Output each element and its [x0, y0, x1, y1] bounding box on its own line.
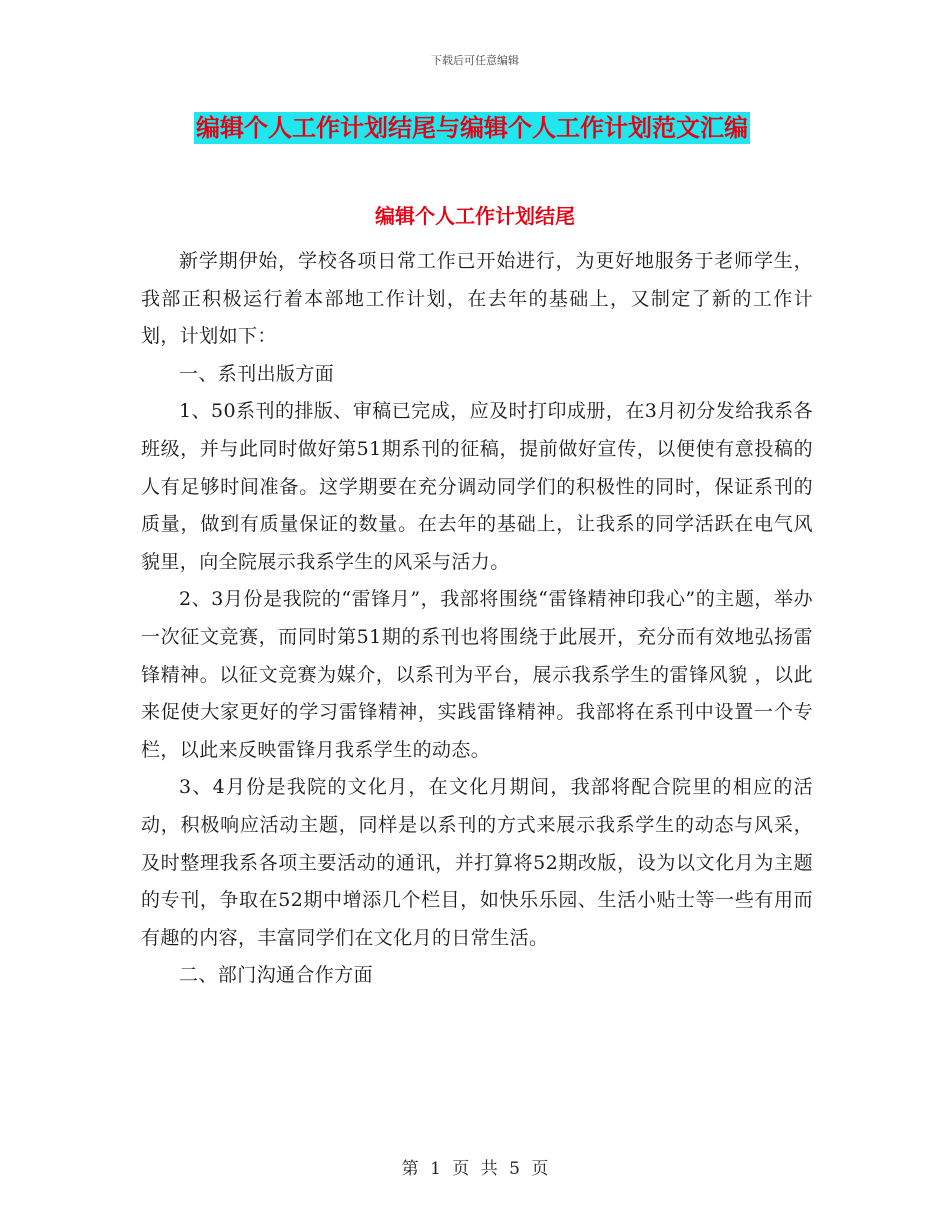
main-title: 编辑个人工作计划结尾与编辑个人工作计划范文汇编	[196, 113, 748, 142]
header-note: 下载后可任意编辑	[431, 54, 519, 67]
paragraph-item-2: 2、3月份是我院的“雷锋月”，我部将围绕“雷锋精神印我心”的主题，举办一次征文竞赛，而同时第51期的系刊也将围绕于此展开，充分而有效地弘扬雷锋精神。以征文竞赛为媒介，以系刊为平台，展示我系学生的雷锋风貌 ，以此来促使大家更好的学习雷锋精神，实践雷锋精神。我部将在系刊中设置一个专栏，以此来反映雷锋月我系学生的动态。	[141, 588, 813, 761]
paragraph-intro: 新学期伊始，学校各项日常工作已开始进行，为更好地服务于老师学生，我部正积极运行着本部地工作计划，在去年的基础上，又制定了新的工作计划，计划如下：	[141, 250, 813, 348]
paragraph-item-3: 3、4月份是我院的文化月，在文化月期间，我部将配合院里的相应的活动，积极响应活动主题，同样是以系刊的方式来展示我系学生的动态与风采，及时整理我系各项主要活动的通讯，并打算将52期改版，设为以文化月为主题的专刊，争取在52期中增添几个栏目，如快乐乐园、生活小贴士等一些有用而有趣的内容，丰富同学们在文化月的日常生活。	[141, 776, 813, 949]
section-heading-2: 二、部门沟通合作方面	[179, 964, 374, 987]
paragraph-item-1: 1、50系刊的排版、审稿已完成，应及时打印成册，在3月初分发给我系各班级，并与此同时做好第51期系刊的征稿，提前做好宣传，以便使有意投稿的人有足够时间准备。这学期要在充分调动同学们的积极性的同时，保证系刊的质量，做到有质量保证的数量。在去年的基础上，让我系的同学活跃在电气风貌里，向全院展示我系学生的风采与活力。	[141, 400, 813, 573]
section-heading-1: 一、系刊出版方面	[179, 362, 335, 385]
sub-title: 编辑个人工作计划结尾	[375, 204, 575, 228]
document-body	[141, 243, 813, 995]
page-footer: 第 1 页 共 5 页	[401, 1159, 549, 1179]
